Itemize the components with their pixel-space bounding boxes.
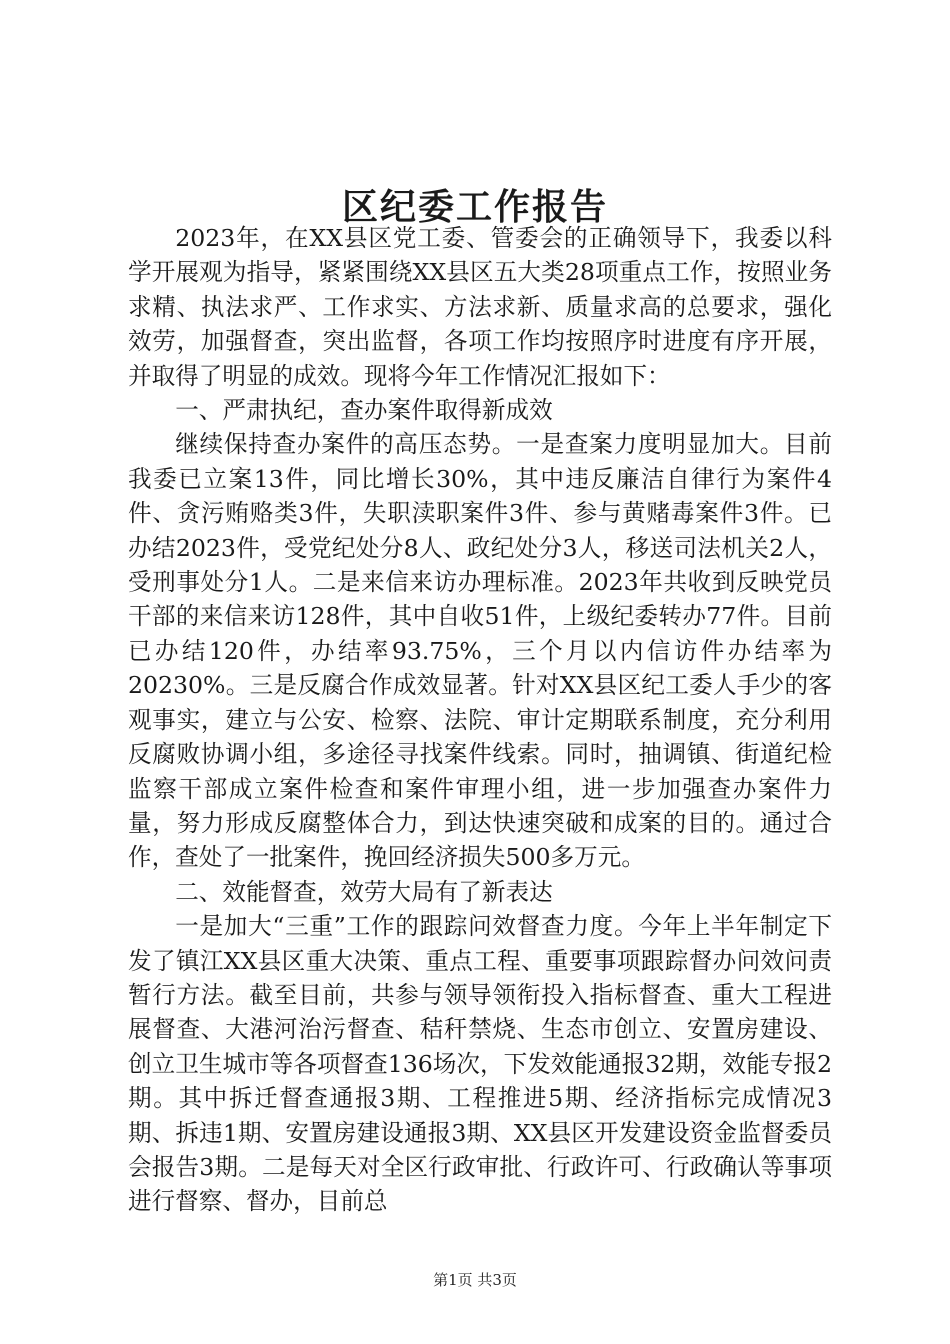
section-heading-2: 二、效能督查，效劳大局有了新表达: [175, 877, 553, 906]
paragraph-section-1: 继续保持查办案件的高压态势。一是查案力度明显加大。目前我委已立案13件，同比增长30%，其中违反廉洁自律行为案件4件、贪污贿赂类3件，失职渎职案件3件、参与黄赌毒案件3件。已办结2023件，受党纪处分8人、政纪处分3人，移送司法机关2人，受刑事处分1人。二是来信来访办理标准。2023年共收到反映党员干部的来信来访128件，其中自收51件，上级纪委转办77件。目前已办结120件，办结率93.75%，三个月以内信访件办结率为20230%。三是反腐合作成效显著。针对XX县区纪工委人手少的客观事实，建立与公安、检察、法院、审计定期联系制度，充分利用反腐败协调小组，多途径寻找案件线索。同时，抽调镇、街道纪检监察干部成立案件检查和案件审理小组，进一步加强查办案件力量，努力形成反腐整体合力，到达快速突破和成案的目的。通过合作，查处了一批案件，挽回经济损失500多万元。: [128, 430, 832, 872]
document-body: [128, 221, 832, 1219]
page-number-footer: 第1页 共3页: [433, 1271, 517, 1289]
document-title: 区纪委工作报告: [341, 186, 608, 228]
section-heading-1: 一、严肃执纪，查办案件取得新成效: [175, 396, 553, 425]
paragraph-intro: 2023年，在XX县区党工委、管委会的正确领导下，我委以科学开展观为指导，紧紧围绕XX县区五大类28项重点工作，按照业务求精、执法求严、工作求实、方法求新、质量求高的总要求，强化效劳，加强督查，突出监督，各项工作均按照序时进度有序开展，并取得了明显的成效。现将今年工作情况汇报如下：: [128, 224, 832, 390]
paragraph-section-2: 一是加大“三重”工作的跟踪问效督查力度。今年上半年制定下发了镇江XX县区重大决策、重点工程、重要事项跟踪督办问效问责暂行方法。截至目前，共参与领导领衔投入指标督查、重大工程进展督查、大港河治污督查、秸秆禁烧、生态市创立、安置房建设、创立卫生城市等各项督查136场次，下发效能通报32期，效能专报2期。其中拆迁督查通报3期、工程推进5期、经济指标完成情况3期、拆违1期、安置房建设通报3期、XX县区开发建设资金监督委员会报告3期。二是每天对全区行政审批、行政许可、行政确认等事项进行督察、督办，目前总: [128, 912, 832, 1216]
